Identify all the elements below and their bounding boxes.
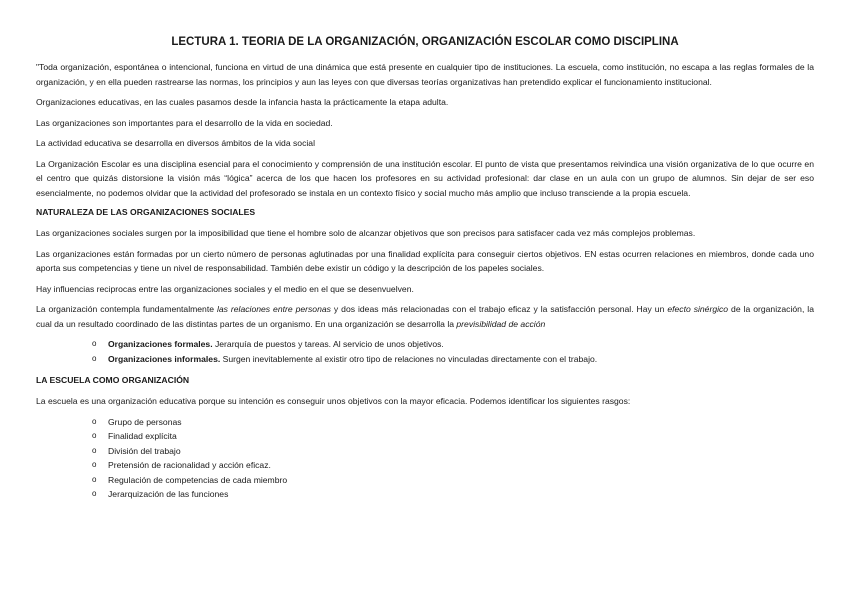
list-item: o Jerarquización de las funciones bbox=[92, 487, 814, 502]
list-item-label: Organizaciones informales. bbox=[108, 353, 221, 364]
contempla-emphasis-previsibilidad: previsibilidad de acción bbox=[456, 318, 546, 329]
paragraph-formadas: Las organizaciones están formadas por un cierto número de personas aglutinadas por una finalidad explícita para conseguir ciertos objetivos. EN estas ocurren relaciones en miembros, donde cada uno aporta sus competencias y tiene un nivel de responsabilidad. También debe existir un código y la descripción de los papeles sociales. bbox=[36, 248, 814, 273]
list-item: o Regulación de competencias de cada miembro bbox=[92, 473, 814, 488]
list-item: o Finalidad explícita bbox=[92, 429, 814, 444]
paragraph-ambitos: La actividad educativa se desarrolla en diversos ámbitos de la vida social bbox=[36, 138, 315, 148]
paragraph-influencias: Hay influencias reciprocas entre las organizaciones sociales y el medio en el que se desenvuelven. bbox=[36, 283, 414, 294]
list-item bbox=[92, 352, 814, 367]
list-item bbox=[92, 337, 814, 352]
list-item-text: Surgen inevitablemente al existir otro tipo de relaciones no vinculadas directamente con el trabajo. bbox=[220, 353, 598, 364]
paragraph-importantes: Las organizaciones son importantes para el desarrollo de la vida en sociedad. bbox=[36, 117, 333, 128]
intro-paragraph: "Toda organización, espontánea o intencional, funciona en virtud de una dinámica que está presente en cualquier tipo de instituciones. La escuela, como institución, no escapa a las reglas formales de la organización, y en ella pueden rastrearse las normas, los principios y aun las leyes con que diversas teorías organizativas han pretendido explicar el funcionamiento institucional. bbox=[36, 62, 814, 87]
list-item: o Grupo de personas bbox=[92, 415, 814, 430]
paragraph-escuela: La escuela es una organización educativa porque su intención es conseguir unos objetivos con la mayor eficacia. Podemos identificar los siguientes rasgos: bbox=[36, 396, 631, 406]
document-page bbox=[36, 36, 814, 510]
page-title: LECTURA 1. TEORIA DE LA ORGANIZACIÓN, ORGANIZACIÓN ESCOLAR COMO DISCIPLINA bbox=[171, 36, 679, 48]
contempla-text-c: y dos ideas más relacionadas con el trabajo eficaz y la satisfacción personal. Hay un bbox=[330, 304, 668, 314]
contempla-emphasis-sinergico: efecto sinérgico bbox=[667, 304, 729, 314]
paragraph-contempla bbox=[36, 302, 814, 331]
contempla-text-a: La organización contempla fundamentalmente bbox=[36, 304, 217, 314]
paragraph-surgen: Las organizaciones sociales surgen por la imposibilidad que tiene el hombre solo de alcanzar objetivos que son precisos para satisfacer cada vez más complejos problemas. bbox=[36, 228, 696, 238]
section-heading-naturaleza: NATURALEZA DE LAS ORGANIZACIONES SOCIALES bbox=[36, 207, 256, 217]
paragraph-educativas: Organizaciones educativas, en las cuales pasamos desde la infancia hasta la prácticamente la etapa adulta. bbox=[36, 97, 449, 107]
contempla-text-e: de la organización, la cual da un resultado coordinado de las distintas partes de un organismo. En una organización se desarrolla la bbox=[36, 304, 814, 329]
list-item: o Pretensión de racionalidad y acción eficaz. bbox=[92, 458, 814, 473]
list-item-text: Jerarquía de puestos y tareas. Al servicio de unos objetivos. bbox=[212, 339, 444, 349]
org-types-list bbox=[36, 337, 814, 366]
rasgos-list bbox=[36, 415, 814, 502]
section-heading-escuela: LA ESCUELA COMO ORGANIZACIÓN bbox=[36, 375, 190, 385]
contempla-emphasis-relaciones: las relaciones entre personas bbox=[216, 304, 331, 314]
list-item-label: Organizaciones formales. bbox=[108, 339, 213, 349]
paragraph-organizacion-escolar: La Organización Escolar es una disciplina esencial para el conocimiento y comprensión de una institución escolar. El punto de vista que presentamos reivindica una visión organizativa de lo que ocurre en el centro que quizás distorsione la visión más “lógica” acerca de los que hacen los profesores en su actividad profesional: dar clase en un aula con un grupo de alumnos. Sin dejar de ser eso esencialmente, no podemos olvidar que la actividad del profesorado se instala en un contexto físico y social mucho más amplio que incluso transciende a la propia escuela. bbox=[36, 158, 814, 198]
list-item: o División del trabajo bbox=[92, 444, 814, 459]
